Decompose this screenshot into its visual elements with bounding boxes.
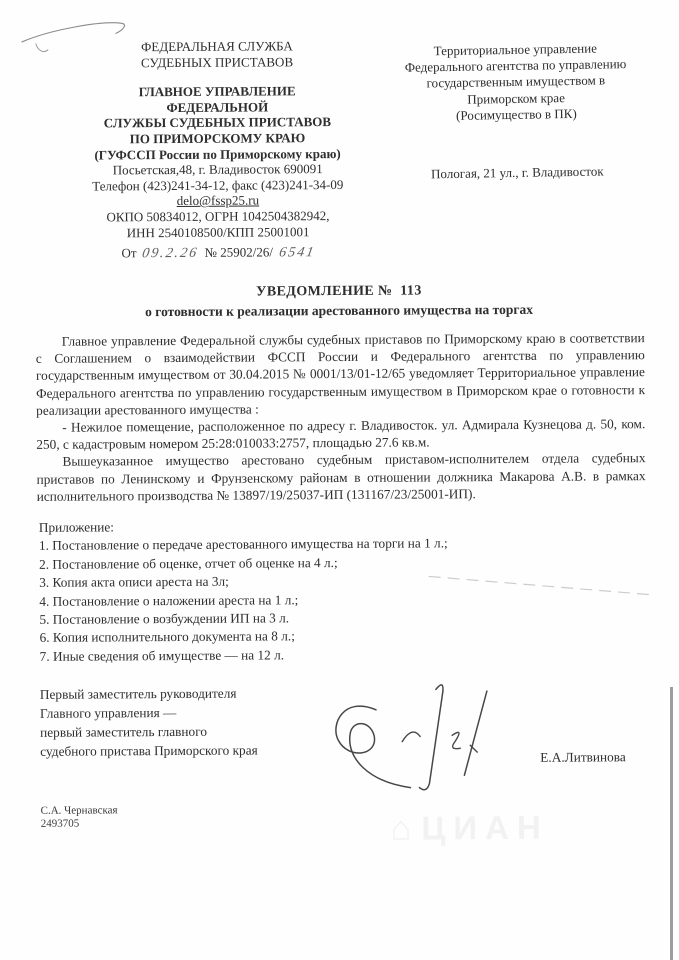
attachment-item: 4. Постановление о наложении ареста на 1 л.; (39, 591, 299, 609)
sender-block (50, 38, 385, 263)
handwritten-date: 09.2.26 (141, 245, 200, 262)
document-title (0, 282, 679, 321)
recipient-abbr: (Росимущество в ПК) (455, 105, 577, 123)
recipient-line: государственным имуществом в (426, 72, 606, 91)
sender-email: delo@fssp25.ru (176, 192, 260, 209)
watermark-house-icon: ⌂ (390, 809, 412, 848)
sender-agency-line: ФЕДЕРАЛЬНАЯ СЛУЖБА (141, 38, 293, 55)
signatory-title-line: Главного управления — (39, 705, 177, 721)
watermark (391, 809, 549, 848)
sender-org-line: ФЕДЕРАЛЬНОЙ (166, 99, 269, 115)
sender-org-line: СЛУЖБЫ СУДЕБНЫХ ПРИСТАВОВ (103, 114, 332, 131)
sender-org-line: ГЛАВНОЕ УПРАВЛЕНИЕ (138, 83, 296, 100)
sender-agency-line: СУДЕБНЫХ ПРИСТАВОВ (140, 53, 294, 70)
sender-phone: Телефон (423)241-34-12, факс (423)241-34-09 (92, 176, 344, 194)
signatory-title-line: первый заместитель главного (40, 723, 207, 740)
title-number: УВЕДОМЛЕНИЕ № 113 (256, 283, 422, 300)
document-body (36, 329, 646, 505)
signatory-title-line: Первый заместитель руководителя (39, 685, 237, 702)
attachment-item: 5. Постановление о возбуждении ИП на 3 л. (39, 610, 290, 627)
attachments-label: Приложение: (38, 519, 114, 535)
signatory-title-line: судебного пристава Приморского края (40, 742, 258, 759)
recipient-block (365, 39, 667, 183)
attachment-item: 7. Иные сведения об имуществе — на 12 л. (39, 647, 285, 664)
outgoing-number-line (51, 244, 385, 263)
title-subject: о готовности к реализации арестованного имущества на торгах (145, 301, 533, 320)
executor-phone: 2493705 (40, 817, 80, 830)
handwritten-signature (324, 679, 497, 798)
recipient-line: Территориальное управление (433, 40, 598, 59)
body-paragraph: Главное управление Федеральной службы судебных приставов по Приморскому краю в соответствии с Соглашением о взаимодействии ФССП России и Федерального агентства по управлению государственным имуществом от 30.04.2015 № 0001/13/01-12/65 уведомляет Территориальное управление Федерального агентства по управлению государственным имуществом в Приморском крае о готовности к реализации арестованного имущества : (35, 330, 646, 418)
sender-address: Посьетская,48, г. Владивосток 690091 (112, 161, 323, 178)
body-paragraph-property: - Нежилое помещение, расположенное по адресу г. Владивосток. ул. Адмирала Кузнецова д. 50, ком. 250, с кадастровым номером 25:28:010033:2757, площадью 27.6 кв.м. (36, 416, 646, 453)
attachment-item: 1. Постановление о передаче арестованного имущества на торги на 1 л.; (38, 535, 448, 554)
watermark-text: ЦИАН (421, 808, 549, 847)
attachment-item: 6. Копия исполнительного документа на 8 л.; (39, 628, 295, 646)
outgoing-number: № 25902/26/ (204, 244, 273, 260)
attachments-section (39, 515, 600, 666)
sender-okpo-ogrn: ОКПО 50834012, ОГРН 1042504382942, (106, 207, 330, 225)
scan-edge-artifact (670, 687, 673, 960)
sender-org-abbr: (ГУФССП России по Приморскому краю) (94, 145, 341, 163)
handwritten-number: 6541 (277, 245, 317, 261)
sender-org-line: ПО ПРИМОРСКОМУ КРАЮ (129, 130, 306, 147)
signatory-name: Е.А.Литвинова (540, 749, 626, 765)
from-label: От (121, 245, 137, 261)
sender-inn-kpp: ИНН 2540108500/КПП 25001001 (126, 223, 310, 240)
recipient-line: Федерального агентства по управлению (404, 56, 627, 75)
body-paragraph-arrest: Вышеуказанное имущество арестовано судебным приставом-исполнителем отдела судебных приставов по Ленинскому и Фрунзенскому районам в отношении должника Макарова А.В. в рамках исполнительного производства № 13897/19/25037-ИП (131167/23/25001-ИП). (36, 450, 646, 504)
attachment-item: 3. Копия акта описи ареста на 3л; (39, 573, 229, 591)
signatory-title-block (40, 683, 340, 761)
executor-name: С.А. Чернавская (40, 804, 118, 817)
recipient-line: Приморском крае (467, 89, 566, 107)
recipient-address: Пологая, 21 ул., г. Владивосток (430, 163, 604, 182)
executor-block (41, 804, 118, 830)
attachment-item: 2. Постановление об оценке, отчет об оценке на 4 л.; (39, 554, 338, 572)
